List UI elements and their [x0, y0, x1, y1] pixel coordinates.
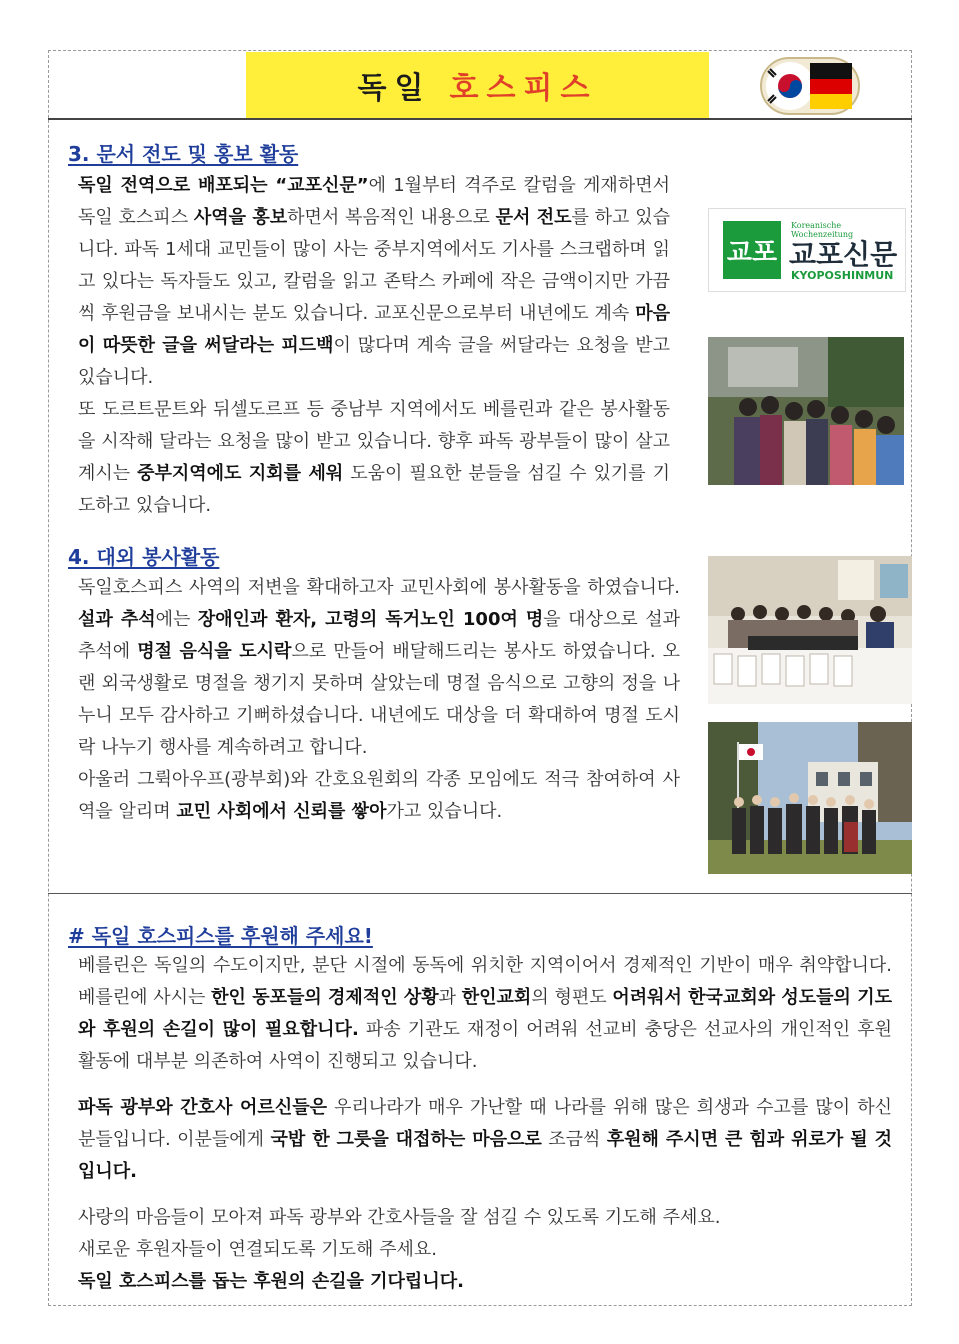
- section3-paragraph: 독일 전역으로 배포되는 “교포신문”에 1월부터 격주로 칼럼을 게재하면서 독일 호스피스 사역을 홍보하면서 복음적인 내용으로 문서 전도를 하고 있습니다. 파독 1세대 교민들이 많이 사는 중부지역에서도 기사를 스크랩하며 읽고 있다는 독자들도 있고, 칼럼을 읽고 존탁스 카페에 작은 금액이지만 가끔씩 후원금을 보내시는 분도 있습니다. 교포신문으로부터 내년에도 계속 마음이 따뜻한 글을 써달라는 피드백이 많다며 계속 글을 써달라는 요청을 받고 있습니다. 또 도르트문트와 뒤셀도르프 등 중남부 지역에서도 베를린과 같은 봉사활동을 시작해 달라는 요청을 많이 받고 있습니다. 향후 파독 광부들이 많이 살고 계시는 중부지역에도 지회를 세워 도움이 필요한 분들을 섬길 수 있기를 기도하고 있습니다.: [78, 175, 671, 516]
- section3-body: [78, 170, 670, 522]
- support-title: # 독일 호스피스를 후원해 주세요!: [68, 924, 373, 948]
- page-header: [48, 50, 912, 120]
- page-title-part2: 호스피스: [449, 71, 598, 106]
- support-paragraph-3: 사랑의 마음들이 모아져 파독 광부와 간호사들을 잘 섬길 수 있도록 기도해 주세요. 새로운 후원자들이 연결되도록 기도해 주세요. 독일 호스피스를 돕는 후원의 손길을 기다립니다.: [78, 1207, 721, 1292]
- kyopo-newspaper-logo: [708, 208, 906, 292]
- kyopo-subtitle: Koreanische Wochenzeitung: [791, 221, 854, 239]
- support-paragraph-1: 베를린은 독일의 수도이지만, 분단 시절에 동독에 위치한 지역이어서 경제적인 기반이 매우 취약합니다. 베를린에 사시는 한인 동포들의 경제적인 상황과 한인교회의 형편도 어려워서 한국교회와 성도들의 기도와 후원의 손길이 많이 필요합니다. 파송 기관도 재정이 어려워 선교비 충당은 선교사의 개인적인 후원 활동에 대부분 의존하여 사역이 진행되고 있습니다.: [78, 955, 892, 1072]
- volunteer-group-photo: [708, 337, 904, 485]
- lunchbox-volunteers-photo: [708, 556, 912, 704]
- group-outdoor-flag-photo: [708, 722, 912, 874]
- korea-germany-flag-icon: [760, 57, 860, 115]
- section4-body: [78, 572, 680, 828]
- section4-title: 4. 대외 봉사활동: [68, 545, 220, 569]
- section4-paragraph: 독일호스피스 사역의 저변을 확대하고자 교민사회에 봉사활동을 하였습니다. 설과 추석에는 장애인과 환자, 고령의 독거노인 100여 명을 대상으로 설과 추석에 명절 음식을 도시락으로 만들어 배달해드리는 봉사도 하였습니다. 오랜 외국생활로 명절을 챙기지 못하며 살았는데 명절 음식으로 고향의 정을 나누니 모두 감사하고 기뻐하셨습니다. 내년에도 대상을 더 확대하여 명절 도시락 나누기 행사를 계속하려고 합니다. 아울러 그뤽아우프(광부회)와 간호요원회의 각종 모임에도 적극 참여하여 사역을 알리며 교민 사회에서 신뢰를 쌓아가고 있습니다.: [78, 577, 680, 822]
- kyopo-english-name: KYOPOSHINMUN: [791, 269, 894, 282]
- page-title: [246, 52, 709, 118]
- support-paragraph-2: 파독 광부와 간호사 어르신들은 우리나라가 매우 가난할 때 나라를 위해 많은 희생과 수고를 많이 하신 분들입니다. 이분들에게 국밥 한 그릇을 대접하는 마음으로 조금씩 후원해 주시면 큰 힘과 위로가 될 것입니다.: [78, 1097, 893, 1182]
- section3-title: 3. 문서 전도 및 홍보 활동: [68, 142, 299, 166]
- support-body: [78, 950, 892, 1298]
- page-title-part1: 독일: [357, 71, 432, 106]
- section-divider: [48, 893, 912, 894]
- kyopo-mark: 교포: [723, 221, 781, 279]
- kyopo-name: 교포신문: [789, 238, 898, 271]
